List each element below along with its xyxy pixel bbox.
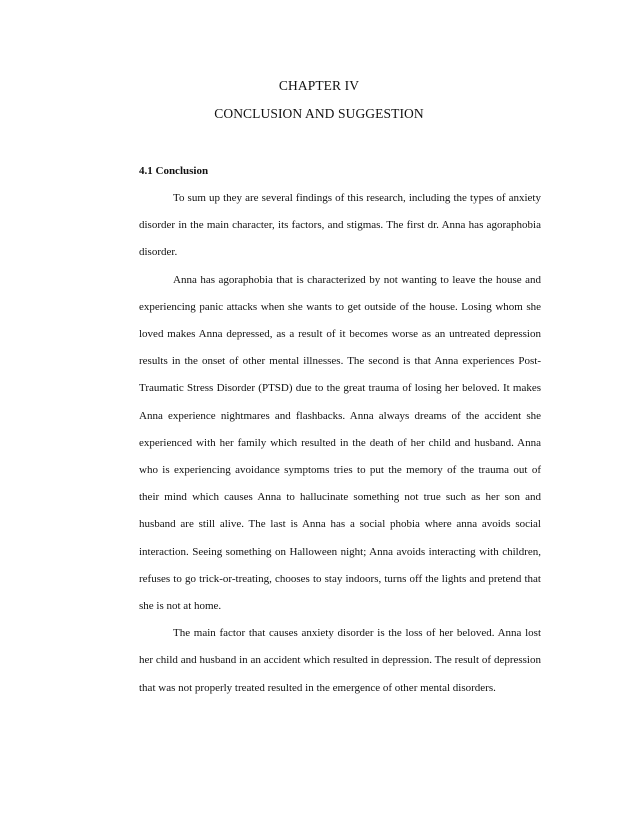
paragraph: Anna has agoraphobia that is characterized by not wanting to leave the house and experiencing panic attacks when she wants to get outside of the house. Losing whom she loved makes Anna depressed, as a result of it becomes worse as an untreated depression results in the onset of other mental illnesses. The second is that Anna experiences Post-Traumatic Stress Disorder (PTSD) due to the great trauma of losing her beloved. It makes Anna experience nightmares and flashbacks. Anna always dreams of the accident she experienced with her family which resulted in the death of her child and husband. Anna who is experiencing avoidance symptoms tries to put the memory of the trauma out of their mind which causes Anna to hallucinate something not true such as her son and husband are still alive. The last is Anna has a social phobia where anna avoids social interaction. Seeing something on Halloween night; Anna avoids interacting with children, refuses to go trick-or-treating, chooses to stay indoors, turns off the lights and pretend that she is not at home. [139,273,541,613]
chapter-number: CHAPTER IV [278,78,360,93]
paragraph: To sum up they are several findings of this research, including the types of anxiety disorder in the main character, its factors, and stigmas. The first dr. Anna has agoraphobia disorder. [139,192,541,259]
section-heading: 4.1 Conclusion [139,165,209,177]
body-text [139,185,541,702]
chapter-heading: CONCLUSION AND SUGGESTION [214,106,424,121]
paragraph: The main factor that causes anxiety disorder is the loss of her beloved. Anna lost her child and husband in an accident which resulted in depression. The result of depression that was not properly treated resulted in the emergence of other mental disorders. [139,627,541,694]
